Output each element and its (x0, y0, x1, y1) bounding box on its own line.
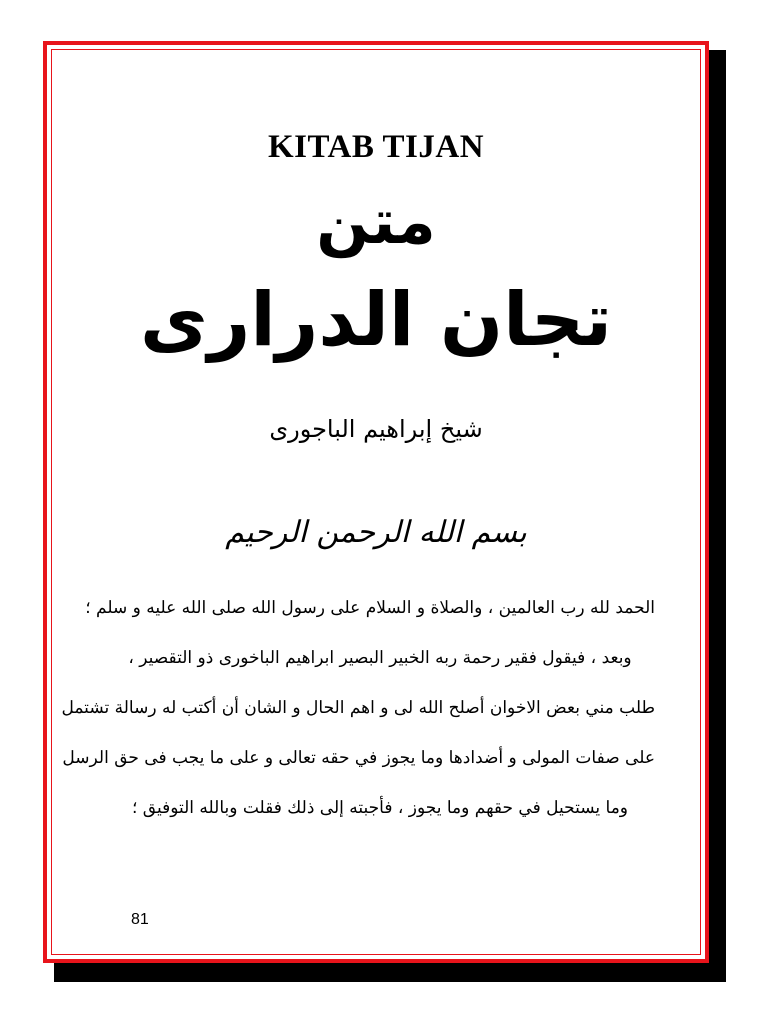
body-text (61, 595, 655, 845)
body-line: وبعد ، فيقول فقير رحمة ربه الخبير البصير ابراهيم الباخورى ذو التقصير ، (128, 648, 632, 668)
body-line: وما يستحيل في حقهم وما يجوز ، فأجبته إلى ذلك فقلت وبالله التوفيق ؛ (131, 798, 629, 818)
matn-heading: متن (316, 185, 436, 258)
latin-title: KITAB TIJAN (267, 129, 485, 165)
body-line: الحمد لله رب العالمين ، والصلاة و السلام على رسول الله صلى الله عليه و سلم ؛ (85, 598, 655, 618)
page-frame (43, 41, 709, 963)
basmala: بسم الله الرحمن الرحيم (225, 515, 527, 550)
book-title: تجان الدرارى (139, 277, 613, 363)
page-number: 81 (131, 911, 149, 928)
author-name: شيخ إبراهيم الباجورى (269, 415, 483, 443)
body-line: على صفات المولى و أضدادها وما يجوز في حقه تعالى و على ما يجب فى حق الرسل (62, 748, 655, 768)
body-line: طلب مني بعض الاخوان أصلح الله لى و اهم الحال و الشان أن أكتب له رسالة تشتمل (61, 698, 655, 718)
